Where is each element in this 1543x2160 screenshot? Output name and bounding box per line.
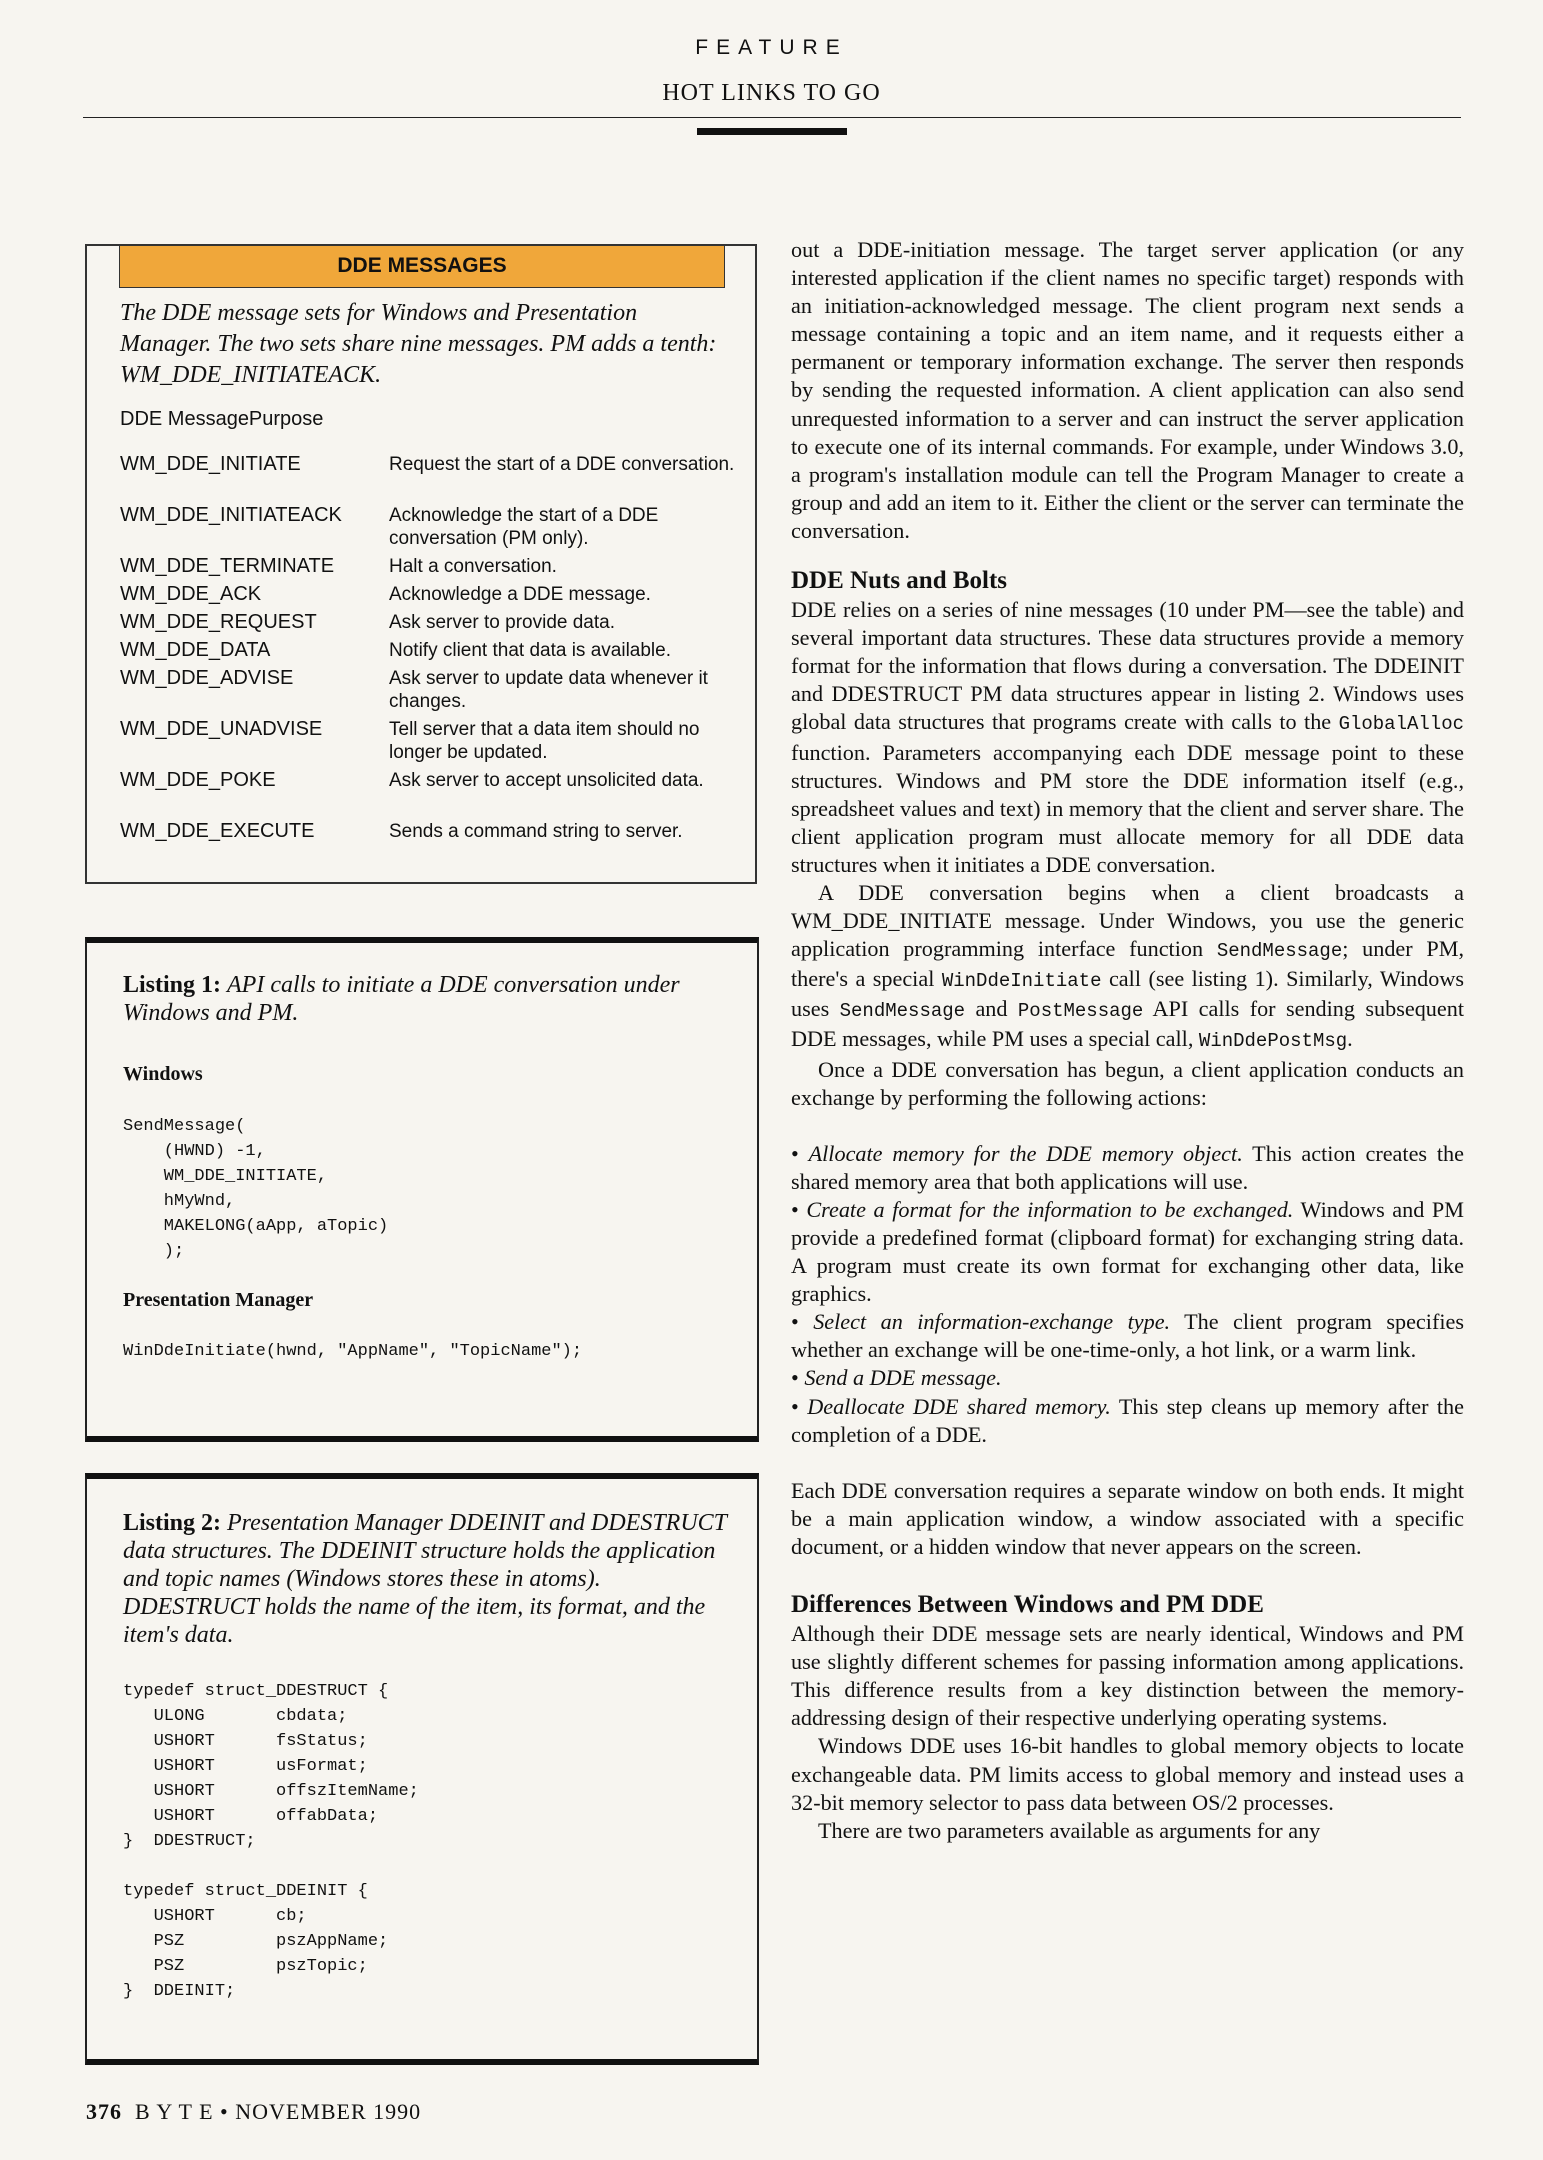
running-head: HOT LINKS TO GO xyxy=(662,80,881,106)
listing-2-caption xyxy=(123,1509,733,1649)
body-paragraph: A DDE conversation begins when a client broadcasts a WM_DDE_INITIATE message. Under Windows, you use the generic application programming interface function SendMessage; under PM, there's a special WinDdeInitiate call (see listing 1). Similarly, Windows uses SendMessage and PostMessage API calls for sending subsequent DDE messages, while PM uses a special call, WinDdePostMsg. xyxy=(791,879,1464,1053)
listing-2-box xyxy=(85,1473,759,2065)
message-purpose: Sends a command string to server. xyxy=(389,821,683,842)
message-purpose: Request the start of a DDE conversation. xyxy=(389,454,735,475)
bullet-item: • Allocate memory for the DDE memory object. This action creates the shared memory area that both applications will use. xyxy=(791,1140,1464,1194)
header-rule xyxy=(83,117,1461,118)
message-purpose: Ask server to accept unsolicited data. xyxy=(389,770,704,791)
message-purpose: Notify client that data is available. xyxy=(389,640,671,661)
table-column-header: DDE MessagePurpose xyxy=(120,408,324,430)
pm-heading: Presentation Manager xyxy=(123,1289,314,1311)
pm-code: WinDdeInitiate(hwnd, "AppName", "TopicName"); xyxy=(123,1342,583,1361)
message-purpose: Halt a conversation. xyxy=(389,556,557,577)
page-footer xyxy=(86,2099,421,2125)
listing-caption-text: Presentation Manager DDEINIT and DDESTRUCT data structures. The DDEINIT structure holds the application and topic names (Windows stores these in atoms). DDESTRUCT holds the name of the item, its format, and the item's data. xyxy=(123,1510,727,1648)
message-name: WM_DDE_DATA xyxy=(120,639,271,661)
body-paragraph: Each DDE conversation requires a separate window on both ends. It might be a main application window, a window associated with a specific document, or a hidden window that never appears on the screen. xyxy=(791,1477,1464,1559)
message-name: WM_DDE_POKE xyxy=(120,769,276,791)
message-name: WM_DDE_TERMINATE xyxy=(120,555,335,577)
article-body xyxy=(791,236,1464,1845)
body-paragraph: Once a DDE conversation has begun, a client application conducts an exchange by performing the following actions: xyxy=(791,1056,1464,1110)
page-number: 376 xyxy=(86,2099,122,2124)
windows-code: SendMessage( (HWND) -1, WM_DDE_INITIATE, hMyWnd, MAKELONG(aApp, aTopic) ); xyxy=(123,1117,389,1261)
section-heading: Differences Between Windows and PM DDE xyxy=(791,1591,1264,1619)
table-caption: The DDE message sets for Windows and Presentation Manager. The two sets share nine messages. PM adds a tenth: WM_DDE_INITIATEACK. xyxy=(120,300,717,388)
table-title: DDE MESSAGES xyxy=(119,246,725,288)
message-purpose: Acknowledge the start of a DDE conversation (PM only). xyxy=(389,505,659,549)
dde-messages-table xyxy=(85,244,757,884)
message-name: WM_DDE_REQUEST xyxy=(120,611,317,633)
message-purpose: Acknowledge a DDE message. xyxy=(389,584,651,605)
message-name: WM_DDE_INITIATE xyxy=(120,453,301,475)
bullet-item: • Send a DDE message. xyxy=(791,1365,1002,1391)
listing-1-box xyxy=(85,937,759,1442)
windows-heading: Windows xyxy=(123,1063,203,1085)
message-name: WM_DDE_ADVISE xyxy=(120,667,294,689)
body-paragraph: Windows DDE uses 16-bit handles to global memory objects to locate exchangeable data. PM limits access to global memory and instead uses a 32-bit memory selector to pass data between OS/2 processes. xyxy=(791,1733,1464,1815)
body-paragraph: There are two parameters available as arguments for any xyxy=(818,1817,1321,1843)
listing-label: Listing 2: xyxy=(123,1510,222,1536)
message-name: WM_DDE_EXECUTE xyxy=(120,820,315,842)
bullet-item: • Deallocate DDE shared memory. This step cleans up memory after the completion of a DDE. xyxy=(791,1393,1464,1447)
message-purpose: Ask server to update data whenever it changes. xyxy=(389,668,708,712)
listing-label: Listing 1: xyxy=(123,972,222,998)
message-name: WM_DDE_INITIATEACK xyxy=(120,504,342,526)
bullet-item: • Select an information-exchange type. The client program specifies whether an exchange will be one-time-only, a hot link, or a warm link. xyxy=(791,1309,1464,1363)
message-purpose: Ask server to provide data. xyxy=(389,612,615,633)
section-kicker: FEATURE xyxy=(695,36,848,59)
listing-1-caption xyxy=(123,971,733,1027)
bullet-item: • Create a format for the information to be exchanged. Windows and PM provide a predefined format (clipboard format) for exchanging string data. A program must create its own format for exchanging other data, like graphics. xyxy=(791,1196,1464,1307)
section-heading: DDE Nuts and Bolts xyxy=(791,567,1008,595)
message-purpose: Tell server that a data item should no longer be updated. xyxy=(389,719,700,763)
listing-caption-text: API calls to initiate a DDE conversation under Windows and PM. xyxy=(123,972,680,1026)
body-paragraph: DDE relies on a series of nine messages (10 under PM—see the table) and several important data structures. These data structures provide a memory format for the information that flows during a conversation. The DDEINIT and DDESTRUCT PM data structures appear in listing 2. Windows uses global data structures that programs create with calls to the GlobalAlloc function. Parameters accompanying each DDE message point to these structures. Windows and PM store the DDE information itself (e.g., spreadsheet values and text) in memory that the client and server share. The client application program must allocate memory for all DDE data structures when it initiates a DDE conversation. xyxy=(791,597,1464,877)
listing-2-code: typedef struct_DDESTRUCT { ULONG cbdata; USHORT fsStatus; USHORT usFormat; USHORT offszItemName; USHORT offabData; } DDESTRUCT; typedef struct_DDEINIT { USHORT cb; PSZ pszAppName; PSZ pszTopic; } DDEINIT; xyxy=(123,1682,419,2001)
body-paragraph: Although their DDE message sets are nearly identical, Windows and PM use slightly different schemes for passing information among applications. This difference results from a key distinction between the memory-addressing design of their respective underlying operating systems. xyxy=(791,1621,1464,1731)
issue-line: B Y T E • NOVEMBER 1990 xyxy=(135,2099,422,2124)
message-name: WM_DDE_UNADVISE xyxy=(120,718,323,740)
body-paragraph: out a DDE-initiation message. The target server application (or any interested application if the client names no specific target) responds with an initiation-acknowledged message. The client program next sends a message containing a topic and an item name, and it requests either a permanent or temporary information exchange. The server then responds by sending the requested information. A client application can also send unrequested information to a server and can instruct the server application to execute one of its internal commands. For example, under Windows 3.0, a program's installation module can tell the Program Manager to create a group and add an item to it. Either the client or the server can terminate the conversation. xyxy=(791,237,1464,543)
header-rule-bar xyxy=(697,128,847,135)
message-name: WM_DDE_ACK xyxy=(120,583,262,605)
